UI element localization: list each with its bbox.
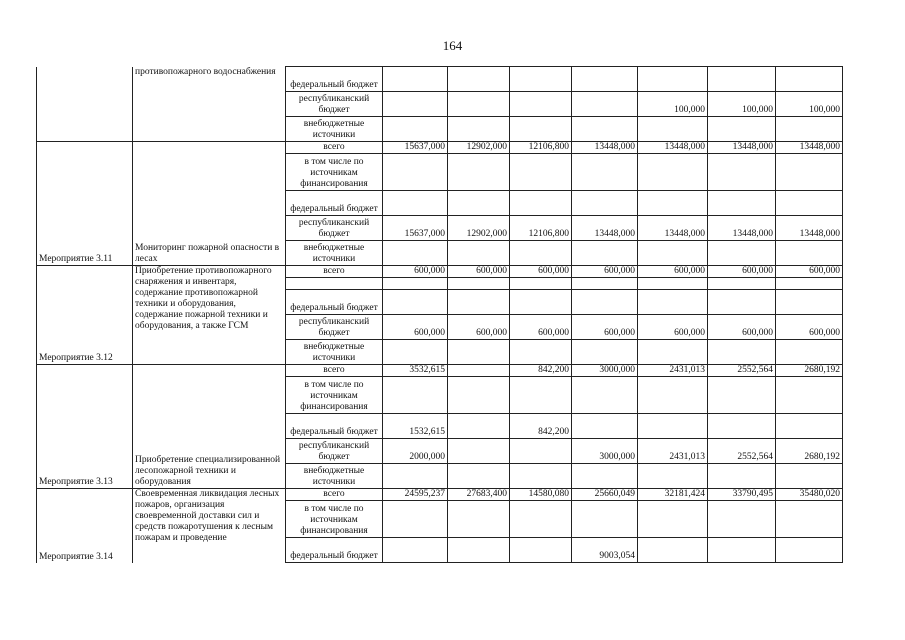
value-cell: 100,000 [776,92,843,117]
value-cell [776,191,843,216]
value-cell: 12902,000 [448,216,510,241]
value-cell [572,501,638,538]
table-row [37,365,843,377]
value-cell [510,92,572,117]
value-cell [776,67,843,92]
value-cell [383,191,448,216]
value-cell: 27683,400 [448,489,510,501]
value-cell [510,117,572,142]
value-cell [448,365,510,377]
value-cell [638,67,708,92]
value-cell [510,290,572,315]
value-cell [638,241,708,266]
value-cell [776,340,843,365]
funding-source-cell [286,278,383,290]
funding-source-cell: в том числе по источникам финансирования [286,154,383,191]
value-cell: 600,000 [383,315,448,340]
value-cell: 100,000 [638,92,708,117]
value-cell: 32181,424 [638,489,708,501]
value-cell: 2552,564 [708,365,776,377]
value-cell [510,191,572,216]
value-cell [510,278,572,290]
value-cell: 2552,564 [708,439,776,464]
value-cell [708,117,776,142]
value-cell [638,290,708,315]
value-cell [572,241,638,266]
value-cell: 25660,049 [572,489,638,501]
funding-source-cell: внебюджетные источники [286,117,383,142]
value-cell [708,191,776,216]
funding-source-cell: федеральный бюджет [286,414,383,439]
description-cell: противопожарного водоснабжения [133,67,286,142]
value-cell [448,340,510,365]
value-cell: 13448,000 [708,216,776,241]
value-cell [638,501,708,538]
funding-source-cell: всего [286,266,383,278]
funding-source-cell: всего [286,489,383,501]
value-cell: 842,200 [510,414,572,439]
value-cell: 2431,013 [638,365,708,377]
measure-cell: Мероприятие 3.14 [37,489,133,563]
value-cell [572,414,638,439]
value-cell [383,67,448,92]
value-cell [708,154,776,191]
funding-source-cell: федеральный бюджет [286,191,383,216]
funding-source-cell: федеральный бюджет [286,290,383,315]
value-cell [572,191,638,216]
table-row [37,266,843,278]
value-cell [572,377,638,414]
value-cell [638,154,708,191]
value-cell [448,414,510,439]
funding-source-cell: всего [286,365,383,377]
value-cell [638,414,708,439]
value-cell [448,501,510,538]
value-cell [383,290,448,315]
value-cell [448,117,510,142]
value-cell: 12106,800 [510,216,572,241]
value-cell: 14580,080 [510,489,572,501]
funding-source-cell: республиканский бюджет [286,216,383,241]
value-cell [708,414,776,439]
value-cell [383,278,448,290]
value-cell: 600,000 [572,266,638,278]
value-cell [448,464,510,489]
value-cell [383,538,448,563]
value-cell: 600,000 [776,266,843,278]
value-cell: 13448,000 [708,142,776,154]
value-cell [510,464,572,489]
value-cell: 2680,192 [776,365,843,377]
value-cell [383,241,448,266]
value-cell [708,340,776,365]
value-cell [448,191,510,216]
value-cell [510,154,572,191]
value-cell: 600,000 [510,315,572,340]
funding-source-cell: внебюджетные источники [286,340,383,365]
value-cell: 12902,000 [448,142,510,154]
value-cell [572,340,638,365]
value-cell: 15637,000 [383,142,448,154]
value-cell: 15637,000 [383,216,448,241]
value-cell [383,377,448,414]
value-cell: 600,000 [638,315,708,340]
value-cell [776,501,843,538]
value-cell [572,154,638,191]
value-cell [708,278,776,290]
funding-source-cell: всего [286,142,383,154]
measure-cell [37,67,133,142]
value-cell [638,538,708,563]
value-cell [448,278,510,290]
value-cell [776,241,843,266]
value-cell [776,538,843,563]
value-cell [383,340,448,365]
funding-source-cell: республиканский бюджет [286,439,383,464]
measure-cell: Мероприятие 3.12 [37,266,133,365]
value-cell [510,67,572,92]
value-cell: 3532,615 [383,365,448,377]
table-row [37,142,843,154]
value-cell [448,439,510,464]
value-cell [383,92,448,117]
value-cell [638,278,708,290]
funding-source-cell: внебюджетные источники [286,464,383,489]
value-cell: 600,000 [638,266,708,278]
funding-source-cell: федеральный бюджет [286,538,383,563]
description-cell: Мониторинг пожарной опасности в лесах [133,142,286,266]
value-cell: 24595,237 [383,489,448,501]
value-cell [776,464,843,489]
value-cell [572,117,638,142]
value-cell [708,464,776,489]
value-cell: 9003,054 [572,538,638,563]
value-cell [510,377,572,414]
value-cell: 13448,000 [572,142,638,154]
value-cell [638,340,708,365]
funding-source-cell: в том числе по источникам финансирования [286,501,383,538]
value-cell [572,67,638,92]
value-cell [510,340,572,365]
value-cell [448,290,510,315]
value-cell [448,92,510,117]
value-cell: 33790,495 [708,489,776,501]
value-cell [383,464,448,489]
measure-cell: Мероприятие 3.11 [37,142,133,266]
value-cell: 600,000 [448,266,510,278]
value-cell [776,154,843,191]
funding-source-cell: внебюджетные источники [286,241,383,266]
value-cell [638,464,708,489]
value-cell [776,377,843,414]
value-cell: 12106,800 [510,142,572,154]
description-cell: Своевременная ликвидация лесных пожаров, организация своевременной доставки сил и средств пожаротушения к лесным пожарам и проведение [133,489,286,563]
measure-cell: Мероприятие 3.13 [37,365,133,489]
value-cell: 13448,000 [638,216,708,241]
value-cell [776,290,843,315]
value-cell: 13448,000 [776,216,843,241]
value-cell [708,67,776,92]
value-cell [572,92,638,117]
budget-table [36,66,843,563]
page-number: 164 [442,38,463,53]
value-cell: 3000,000 [572,365,638,377]
value-cell [448,67,510,92]
value-cell: 600,000 [510,266,572,278]
value-cell [383,154,448,191]
value-cell: 600,000 [708,315,776,340]
funding-source-cell: в том числе по источникам финансирования [286,377,383,414]
value-cell: 600,000 [572,315,638,340]
funding-source-cell: федеральный бюджет [286,67,383,92]
value-cell [708,290,776,315]
value-cell [448,538,510,563]
value-cell [510,439,572,464]
value-cell: 13448,000 [638,142,708,154]
value-cell: 2680,192 [776,439,843,464]
value-cell: 35480,020 [776,489,843,501]
funding-source-cell: республиканский бюджет [286,315,383,340]
value-cell [708,538,776,563]
value-cell [510,501,572,538]
value-cell [448,154,510,191]
value-cell [572,278,638,290]
funding-source-cell: республиканский бюджет [286,92,383,117]
description-cell: Приобретение специализированной лесопожарной техники и оборудования [133,365,286,489]
value-cell: 1532,615 [383,414,448,439]
table-row [37,67,843,92]
value-cell: 842,200 [510,365,572,377]
value-cell [572,290,638,315]
value-cell: 13448,000 [572,216,638,241]
value-cell: 2431,013 [638,439,708,464]
value-cell [708,241,776,266]
value-cell [776,278,843,290]
table-row [37,489,843,501]
value-cell [638,191,708,216]
value-cell: 13448,000 [776,142,843,154]
value-cell [708,501,776,538]
value-cell [776,117,843,142]
value-cell [448,377,510,414]
value-cell [638,377,708,414]
value-cell [510,538,572,563]
value-cell [383,117,448,142]
value-cell [572,464,638,489]
value-cell: 100,000 [708,92,776,117]
value-cell: 600,000 [383,266,448,278]
description-cell: Приобретение противопожарного снаряжения и инвентаря, содержание противопожарной техники и оборудования, содержание пожарной техники и оборудования, а также ГСМ [133,266,286,365]
value-cell: 2000,000 [383,439,448,464]
value-cell: 600,000 [448,315,510,340]
value-cell [708,377,776,414]
value-cell: 600,000 [708,266,776,278]
value-cell [383,501,448,538]
value-cell: 600,000 [776,315,843,340]
value-cell: 3000,000 [572,439,638,464]
value-cell [448,241,510,266]
value-cell [638,117,708,142]
value-cell [776,414,843,439]
value-cell [510,241,572,266]
